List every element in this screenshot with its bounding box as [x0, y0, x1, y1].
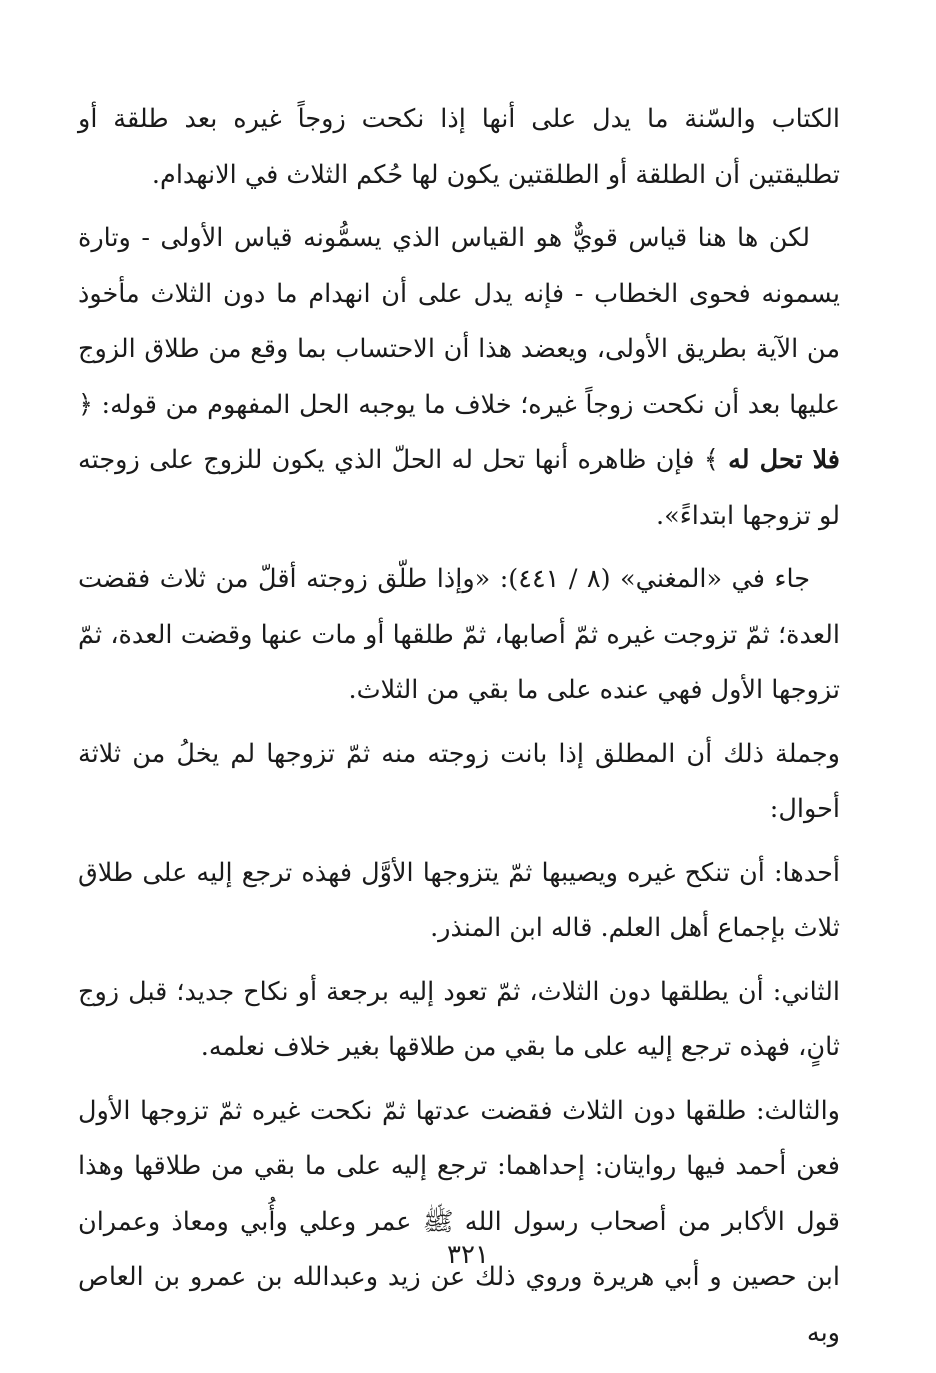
page-number: ٣٢١ — [447, 1240, 489, 1270]
quran-open-bracket: ﴿ — [78, 389, 93, 420]
paragraph-5: أحدها: أن تنكح غيره ويصيبها ثمّ يتزوجها الأوَّل فهذه ترجع إليه على طلاق ثلاث بإجماع أهل العلم. قاله ابن المنذر. — [78, 857, 840, 943]
page-body — [78, 92, 840, 1369]
paragraph-2-tail: فإن ظاهره أنها تحل له الحلّ الذي يكون للزوج على زوجته لو تزوجها ابتداءً». — [78, 445, 840, 531]
paragraph-2-text: لكن ها هنا قياس قويٌّ هو القياس الذي يسمُّونه قياس الأولى - وتارة يسمونه فحوى الخطاب - فإنه يدل على أن انهدام ما دون الثلاث مأخوذ من الآية بطريق الأولى، ويعضد هذا أن الاحتساب بما وقع من طلاق الزوج عليها بعد أن نكحت زوجاً غيره؛ خلاف ما يوجبه الحل المفهوم من قوله: — [78, 223, 840, 420]
paragraph-7: والثالث: طلقها دون الثلاث فقضت عدتها ثمّ نكحت غيره ثمّ تزوجها الأول فعن أحمد فيها روايتان: إحداهما: ترجع إليه على ما بقي من طلاقها وهذا قول الأكابر من أصحاب رسول الله ﷺ عمر وعلي وأُبي ومعاذ وعمران ابن حصين و أبي هريرة وروي ذلك عن زيد وعبدالله بن عمرو بن العاص وبه — [78, 1095, 840, 1348]
paragraph-2 — [78, 211, 840, 544]
quran-close-bracket: ﴾ — [703, 445, 719, 475]
paragraph-1: الكتاب والسّنة ما يدل على أنها إذا نكحت زوجاً غيره بعد طلقة أو تطليقتين أن الطلقة أو الطلقتين يكون لها حُكم الثلاث في الانهدام. — [78, 104, 840, 190]
paragraph-6: الثاني: أن يطلقها دون الثلاث، ثمّ تعود إليه برجعة أو نكاح جديد؛ قبل زوج ثانٍ، فهذه ترجع إليه على ما بقي من طلاقها بغير خلاف نعلمه. — [78, 976, 840, 1062]
paragraph-3: جاء في «المغني» (٨ / ٤٤١): «وإذا طلّق زوجته أقلّ من ثلاث فقضت العدة؛ ثمّ تزوجت غيره ثمّ أصابها، ثمّ طلقها أو مات عنها وقضت العدة، ثمّ تزوجها الأول فهي عنده على ما بقي من الثلاث. — [78, 564, 840, 705]
quran-quote: فلا تحل له — [728, 445, 840, 475]
paragraph-4: وجملة ذلك أن المطلق إذا بانت زوجته منه ثمّ تزوجها لم يخلُ من ثلاثة أحوال: — [78, 738, 840, 824]
